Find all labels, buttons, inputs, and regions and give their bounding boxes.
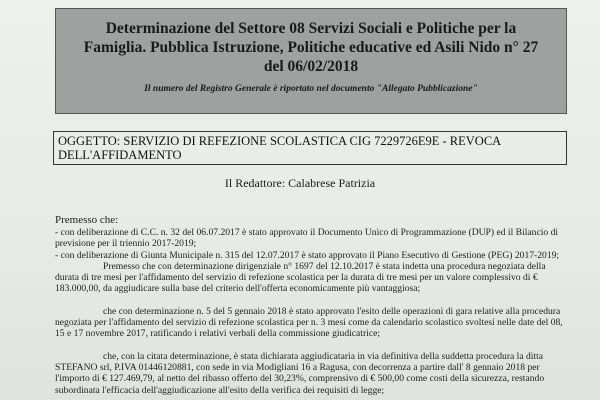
determination-title: Determinazione del Settore 08 Servizi Sociali e Politiche per la Famiglia. Pubblica Istruzione, Politiche educative ed Asili Nido n° 27 del 06/02/2018 <box>83 20 539 75</box>
document-body <box>55 214 567 396</box>
registry-note: Il numero del Registro Generale è riportato nel documento "Allegato Pubblicazione" <box>144 84 478 94</box>
paragraph-esito: che con determinazione n. 5 del 5 gennaio 2018 è stato approvato l'esito delle operazioni di gara relative alla procedura negoziata per l'affidamento del servizio di refezione scolastica per n. 3 mesi come da calendario scolastico svoltesi nelle date del 08, 15 e 17 novembre 2017, ratificando i relativi verbali della commissione giudicatrice; <box>55 305 563 340</box>
subject-box: OGGETTO: SERVIZIO DI REFEZIONE SCOLASTICA CIG 7229726E9E - REVOCA DELL'AFFIDAMENTO <box>53 131 567 165</box>
paragraph-peg: - con deliberazione di Giunta Municipale n. 315 del 12.07.2017 è stato approvato il Piano Esecutivo di Gestione (PEG) 2017-2019; <box>55 249 560 261</box>
header-box <box>55 8 567 114</box>
paragraph-aggiudicazione: che, con la citata determinazione, è stata dichiarata aggiudicataria in via definitiva della suddetta procedura la ditta STEFANO srl, P.IVA 01446120881, con sede in via Modigliani 16 a Ragusa, con decorrenza a partire dall' 8 gennaio 2018 per l'importo di € 127.469,79, al netto del ribasso offerto del 30,23%, comprensivo di € 500,00 come costi della sicurezza, restando subordinata l'efficacia dell'aggiudicazione all'esito della verifica dei requisiti di legge; <box>55 350 545 396</box>
paragraph-dup: - con deliberazione di C.C. n. 32 del 06.07.2017 è stato approvato il Documento Unico di Programmazione (DUP) ed il Bilancio di previsione per il triennio 2017-2019; <box>55 227 559 250</box>
editor-line: Il Redattore: Calabrese Patrizia <box>224 176 376 190</box>
premesso-heading: Premesso che: <box>55 214 119 226</box>
paragraph-procedura: Premesso che con determinazione dirigenziale n° 1697 del 12.10.2017 è stata indetta una procedura negoziata della durata di tre mesi per l'affidamento del servizio di refezione scolastica per la durata di tre mesi per un valore complessivo di € 183.000,00, da aggiudicare sulla base del criterio dell'offerta economicamente più vantaggiosa; <box>55 260 546 295</box>
